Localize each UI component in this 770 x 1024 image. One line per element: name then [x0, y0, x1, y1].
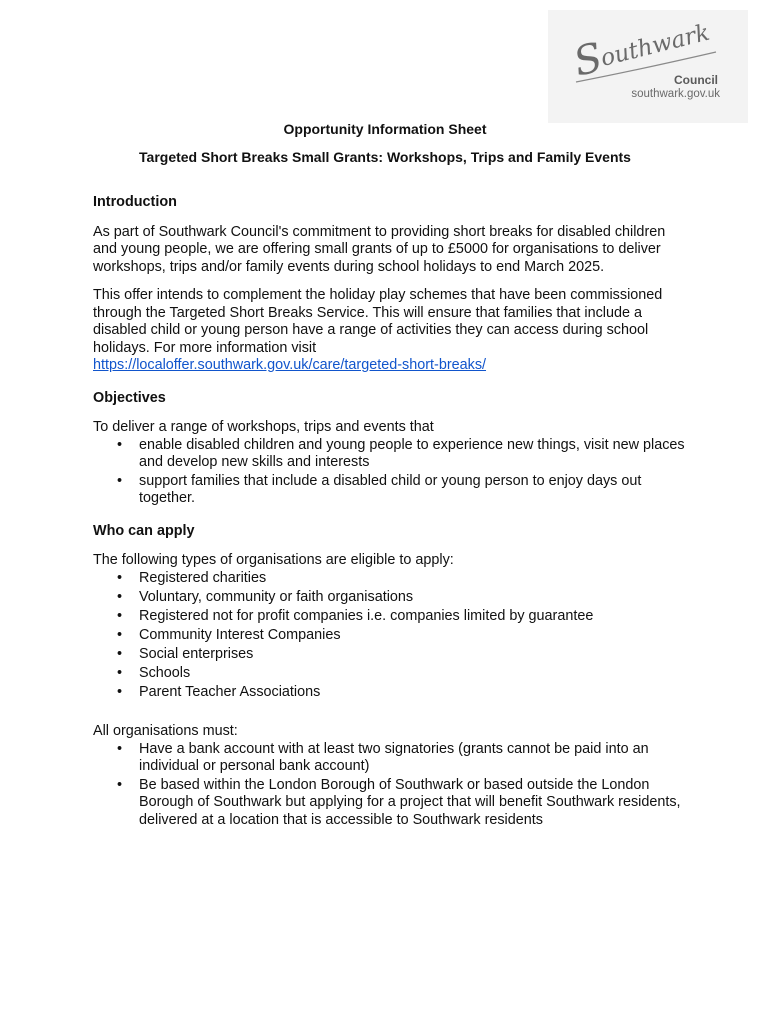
document-subtitle: Targeted Short Breaks Small Grants: Workshops, Trips and Family Events: [139, 149, 631, 165]
requirements-intro: All organisations must:: [93, 723, 238, 739]
list-item: • Be based within the London Borough of Southwark or based outside the London Borough of Southwark but applying for a project that will benefit Southwark residents, delivered at a location that is accessible to Southwark residents: [139, 777, 693, 830]
introduction-paragraph-1: As part of Southwark Council's commitment to providing short breaks for disabled children and young people, we are offering small grants of up to £5000 for organisations to deliver workshops, trips and/or family events during school holidays to end March 2025.: [93, 223, 666, 275]
objectives-heading: Objectives: [93, 389, 166, 406]
svg-text:outhwark: outhwark: [598, 19, 713, 72]
list-item: • Voluntary, community or faith organisations: [139, 589, 693, 607]
local-offer-link[interactable]: https://localoffer.southwark.gov.uk/care/targeted-short-breaks/: [93, 357, 487, 373]
list-item: • Social enterprises: [139, 646, 693, 664]
list-item: • Schools: [139, 665, 693, 683]
introduction-paragraph-2-text: This offer intends to complement the holiday play schemes that have been commissioned through the Targeted Short Breaks Service. This will ensure that families that include a disabled child or young person have a range of activities they can access during school holidays. For more information visit: [93, 287, 663, 356]
document-body: [93, 194, 693, 830]
list-item: • enable disabled children and young people to experience new things, visit new places and develop new skills and interests: [139, 437, 693, 472]
logo-url-text: southwark.gov.uk: [631, 88, 720, 100]
objectives-intro: To deliver a range of workshops, trips and events that: [93, 419, 434, 435]
list-item: • support families that include a disabled child or young person to enjoy days out together.: [139, 473, 693, 508]
list-item: • Community Interest Companies: [139, 627, 693, 645]
council-logo: [548, 10, 748, 123]
list-item: • Parent Teacher Associations: [139, 684, 693, 702]
eligible-organisations-list: [93, 570, 693, 702]
list-item: • Registered not for profit companies i.e. companies limited by guarantee: [139, 608, 693, 626]
objectives-list: [93, 437, 693, 508]
who-can-apply-heading: Who can apply: [93, 522, 195, 539]
requirements-list: [93, 741, 693, 830]
list-item: • Registered charities: [139, 570, 693, 588]
southwark-wordmark-logo: [548, 10, 748, 123]
list-item: • Have a bank account with at least two signatories (grants cannot be paid into an individual or personal bank account): [139, 741, 693, 776]
introduction-heading: Introduction: [93, 194, 177, 210]
document-title: Opportunity Information Sheet: [283, 121, 487, 137]
introduction-paragraph-2: [93, 287, 693, 375]
svg-text:S: S: [569, 34, 608, 86]
who-can-apply-intro: The following types of organisations are eligible to apply:: [93, 552, 454, 568]
logo-council-text: Council: [674, 73, 718, 87]
